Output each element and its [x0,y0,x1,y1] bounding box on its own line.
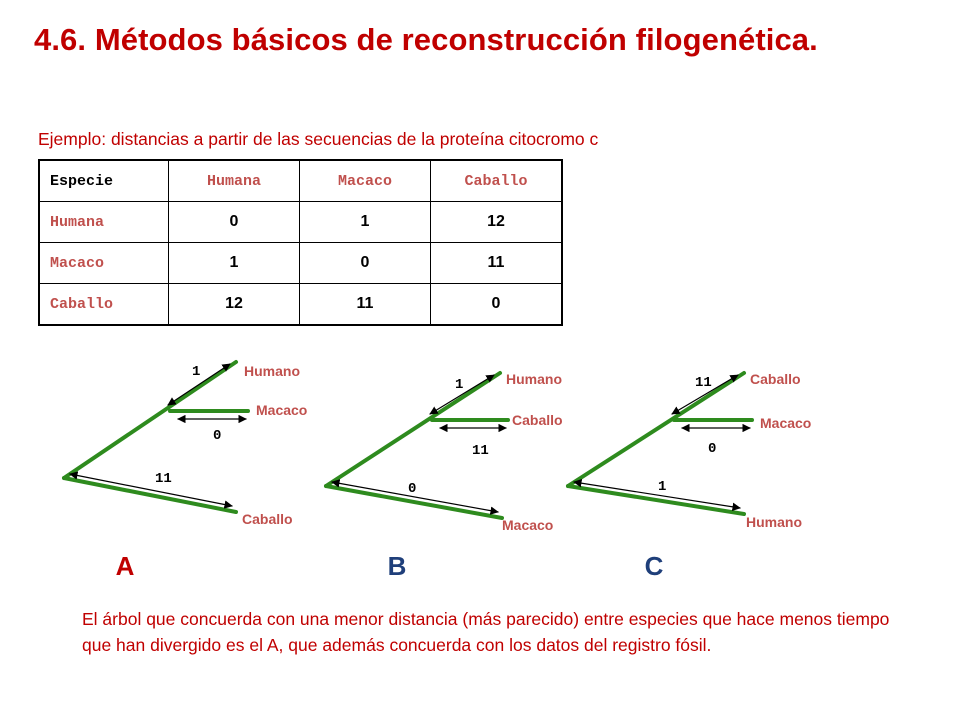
tree-letter-b: B [387,551,407,581]
table-cell: 1 [300,202,431,243]
distance-label-bottom: 1 [658,479,667,495]
tree-branch-bottom [64,478,236,512]
table-cell: 11 [431,243,563,284]
leaf-label-top: Humano [506,371,562,387]
row-header-humana: Humana [39,202,169,243]
distance-label-middle: 0 [213,428,222,444]
table-cell: 0 [300,243,431,284]
leaf-label-middle: Macaco [256,402,308,418]
leaf-label-bottom: Humano [746,514,802,530]
distance-label-top: 1 [192,364,201,380]
table-cell: 11 [300,284,431,326]
row-header-macaco: Macaco [39,243,169,284]
tree-letter-a: A [115,551,135,581]
tree-branch-top [64,362,236,478]
page-title: 4.6. Métodos básicos de reconstrucción filogenética. [34,22,818,57]
tree-branch-top [568,373,744,486]
table-cell: 1 [169,243,300,284]
column-header-caballo: Caballo [431,160,563,202]
tree-letter-c: C [644,551,664,581]
leaf-label-bottom: Macaco [502,517,554,533]
column-header-macaco: Macaco [300,160,431,202]
leaf-label-top: Caballo [750,371,801,387]
distance-label-top: 11 [695,375,712,391]
table-cell: 0 [169,202,300,243]
conclusion-text: El árbol que concuerda con una menor distancia (más parecido) entre especies que hace menos tiempo que han divergido es el A, que además concuerda con los datos del registro fósil. [82,609,890,655]
tree-branch-bottom [568,486,744,514]
row-header-caballo: Caballo [39,284,169,326]
column-header-humana: Humana [169,160,300,202]
distance-label-top: 1 [455,377,464,393]
table-cell: 0 [431,284,563,326]
table-cell: 12 [169,284,300,326]
distance-label-middle: 11 [472,443,489,459]
distance-label-bottom: 0 [408,481,417,497]
example-caption: Ejemplo: distancias a partir de las secuencias de la proteína citocromo c [38,129,599,149]
leaf-label-top: Humano [244,363,300,379]
tree-branch-top [326,373,500,486]
distance-arrow-bottom [574,482,740,508]
distance-label-middle: 0 [708,441,717,457]
distance-arrow-bottom [70,474,232,506]
leaf-label-middle: Caballo [512,412,563,428]
table-cell: 12 [431,202,563,243]
leaf-label-bottom: Caballo [242,511,293,527]
table-corner-header: Especie [39,160,169,202]
leaf-label-middle: Macaco [760,415,812,431]
distance-label-bottom: 11 [155,471,172,487]
